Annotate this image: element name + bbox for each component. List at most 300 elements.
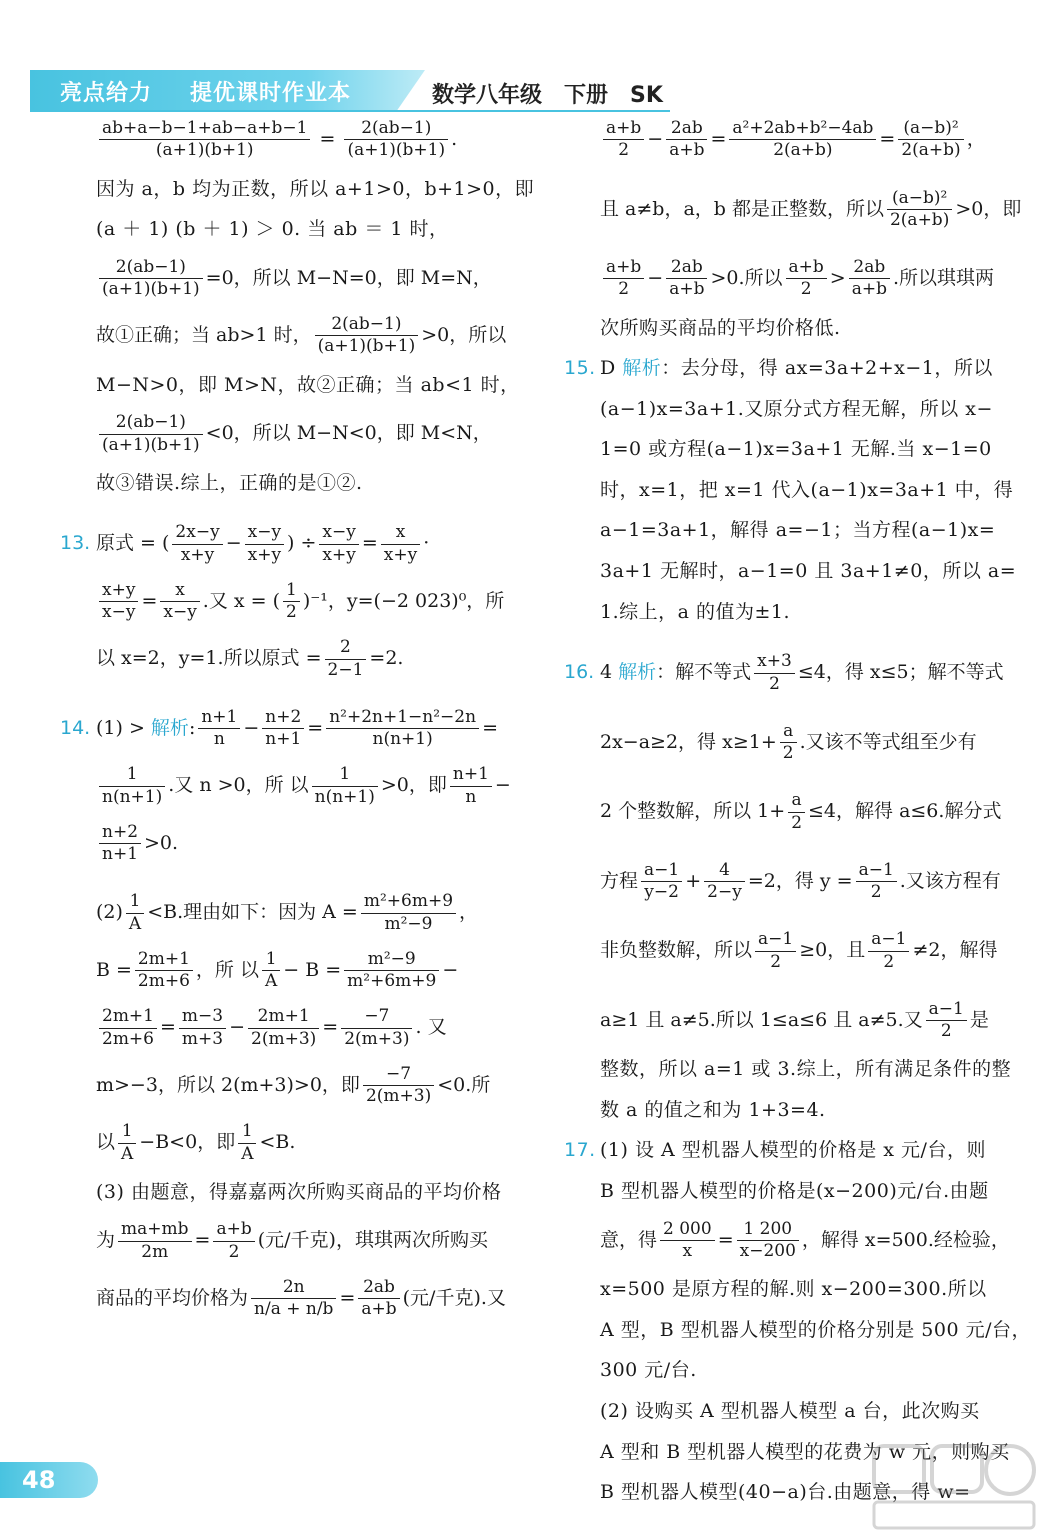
denominator: a+b [669, 140, 705, 161]
denominator: n [465, 786, 477, 807]
text-line [600, 257, 1030, 301]
text-fragment: .所以琪琪两 [892, 266, 995, 289]
fraction [319, 522, 358, 566]
question-number: 13. [60, 532, 91, 555]
text-line: 1=0 或方程(a−1)x=3a+1 无解.当 x−1=0 [600, 438, 992, 461]
numerator: a+b [603, 257, 644, 279]
numerator: 2m+1 [99, 1006, 157, 1028]
fraction [245, 522, 284, 566]
text-line: B 型机器人模型的价格是(x−200)元/台.由题 [600, 1180, 989, 1203]
denominator: n(n+1) [314, 786, 375, 807]
fraction [603, 257, 644, 301]
fraction [341, 1006, 412, 1050]
text-fragment: = [194, 1229, 211, 1252]
fraction [704, 860, 745, 904]
text-line: 因为 a，b 均为正数，所以 a+1>0，b+1>0，即 [96, 177, 535, 200]
denominator: A [121, 1143, 134, 1164]
fraction [788, 790, 805, 834]
numerator: ma+mb [118, 1219, 192, 1241]
numerator: x+3 [754, 651, 795, 673]
denominator: m²−9 [384, 913, 433, 934]
text-line: (a ＋ 1) (b ＋ 1) ＞ 0. 当 ab ＝ 1 时， [96, 218, 449, 241]
denominator: 2−y [707, 882, 742, 902]
fraction [172, 522, 222, 566]
denominator: 2 [769, 673, 780, 694]
fraction [641, 860, 682, 904]
denominator: (a+1)(b+1) [155, 140, 254, 161]
fraction [99, 764, 165, 808]
text-line: (2) 设购买 A 型机器人模型 a 台，此次购买 [600, 1399, 980, 1422]
fraction [666, 257, 707, 301]
fraction [603, 118, 644, 162]
denominator: n(n+1) [102, 786, 163, 807]
question-number: 14. [60, 716, 91, 739]
denominator: x+y [322, 544, 356, 565]
text-fragment: .又该方程有 [899, 869, 1001, 892]
numerator: 2ab [358, 1277, 399, 1299]
denominator: 2 [618, 279, 630, 300]
denominator: x−y [102, 602, 136, 623]
fraction [344, 118, 448, 162]
text-fragment: )⁻¹，y=(−2 023)⁰，所 [302, 589, 505, 612]
text-fragment: ， [459, 901, 479, 924]
fraction [135, 949, 193, 993]
text-line [96, 949, 536, 993]
subject-label: 数学八年级 下册 SK [432, 83, 663, 108]
text-fragment: = [879, 127, 896, 150]
text-fragment: ≤4，得 x≤5；解不等式 [797, 661, 1004, 683]
text-fragment: m>−3，所以 2(m+3)>0，即 [96, 1073, 360, 1096]
text-line [96, 1219, 536, 1263]
text-fragment: = [160, 1016, 176, 1039]
text-fragment: − [229, 1016, 246, 1039]
text-fragment: >0，即 [955, 197, 1022, 220]
text-line: B 型机器人模型(40−a)台.由题意，得 w= [600, 1481, 971, 1504]
numerator: 1 [262, 949, 280, 971]
brand-title: 亮点给力 [60, 81, 153, 106]
fraction [283, 580, 300, 624]
answer-value: 4 [600, 661, 613, 683]
fraction [868, 929, 909, 973]
text-line [600, 929, 1030, 973]
numerator: 1 [238, 1121, 256, 1143]
text-fragment: a≥1 且 a≠5.所以 1≤a≤6 且 a≠5.又 [600, 1008, 923, 1031]
denominator: m²+6m+9 [347, 971, 437, 992]
denominator: 2 [782, 743, 794, 763]
denominator: A [128, 913, 142, 934]
numerator: a+b [786, 257, 827, 279]
numerator: x−y [319, 522, 358, 544]
question-number: 17. [564, 1139, 596, 1162]
fraction [737, 1219, 799, 1263]
fraction [325, 637, 367, 681]
denominator: a+b [669, 279, 705, 300]
text-line: 1.综上，a 的值为±1. [600, 600, 791, 623]
text-line [600, 999, 1030, 1043]
text-fragment: ≥0，且 [799, 939, 866, 961]
numerator: m−3 [179, 1006, 226, 1028]
text-fragment: (元/千克)，琪琪两次所购买 [257, 1229, 488, 1252]
left-column [60, 118, 536, 1320]
fraction [198, 707, 240, 751]
denominator: a+b [851, 279, 887, 300]
numerator: a−1 [926, 999, 967, 1021]
question-13 [60, 522, 536, 566]
denominator: 2(m+3) [251, 1028, 317, 1049]
text-fragment: ≠2，解得 [912, 939, 998, 961]
text-fragment: .又 x = ( [202, 589, 281, 612]
fraction [118, 1121, 136, 1165]
numerator: a+b [603, 118, 644, 140]
question-17 [564, 1137, 1030, 1164]
denominator: n(n+1) [372, 729, 433, 750]
fraction [926, 999, 967, 1043]
question-14 [60, 706, 536, 751]
fraction [363, 1064, 434, 1108]
numerator: 2n [251, 1277, 336, 1299]
text-fragment: 意，得 [600, 1228, 658, 1251]
text-fragment: <B. [259, 1131, 296, 1154]
denominator: (a+1)(b+1) [347, 140, 446, 161]
denominator: x+y [383, 544, 418, 565]
denominator: 2 [286, 602, 297, 623]
numerator: 4 [704, 860, 745, 882]
fraction [99, 118, 310, 162]
numerator: x+y [99, 580, 138, 602]
text-fragment: =0，所以 M−N=0，即 M=N， [205, 266, 492, 289]
fraction [358, 1277, 399, 1321]
text-line [96, 822, 536, 866]
numerator: ab+a−b−1+ab−a+b−1 [99, 118, 310, 140]
question-15 [564, 355, 1030, 382]
fraction [262, 949, 280, 993]
text-line: x=500 是原方程的解.则 x−200=300.所以 [600, 1278, 987, 1301]
question-number: 15. [564, 357, 596, 380]
text-fragment: 为 [96, 1229, 116, 1252]
denominator: A [241, 1143, 254, 1164]
text-fragment: + [685, 869, 702, 892]
numerator: 2(ab−1) [99, 412, 203, 434]
denominator: 2 [940, 1021, 952, 1041]
text-fragment: 故①正确；当 ab>1 时， [96, 323, 312, 346]
denominator: 2 [770, 951, 782, 972]
numerator: n+1 [198, 707, 240, 729]
denominator: 2 [870, 882, 882, 902]
fraction [99, 257, 203, 301]
text-fragment: . [451, 127, 458, 150]
numerator: a−1 [856, 860, 897, 882]
text-fragment: (1) > [96, 716, 145, 739]
page-number: 48 [22, 1466, 56, 1494]
numerator: 2x−y [172, 522, 222, 544]
numerator: −7 [363, 1064, 434, 1086]
series-title: 提优课时作业本 [190, 81, 352, 106]
denominator: x+y [247, 544, 282, 565]
header-rule [30, 110, 670, 112]
text-line [96, 1277, 536, 1321]
denominator: 2 [618, 140, 630, 161]
text-fragment: (2) [96, 901, 123, 924]
fraction [312, 764, 378, 808]
text-line [96, 637, 536, 681]
numerator: 1 [312, 764, 378, 786]
text-fragment: − [225, 532, 242, 555]
denominator: y−2 [644, 882, 679, 902]
fraction [780, 721, 797, 765]
denominator: (a+1)(b+1) [102, 434, 200, 455]
text-line [96, 118, 536, 162]
denominator: n+1 [265, 729, 302, 750]
numerator: 2(ab−1) [315, 314, 419, 336]
fraction [786, 257, 827, 301]
denominator: A [264, 971, 278, 992]
numerator: 1 [283, 580, 300, 602]
numerator: a−1 [868, 929, 909, 951]
denominator: 2 [883, 951, 895, 972]
denominator: 2(a+b) [901, 140, 961, 161]
text-line: (3) 由题意，得嘉嘉两次所购买商品的平均价格 [96, 1180, 502, 1203]
text-fragment: =2. [369, 647, 404, 670]
text-line: 时，x=1，把 x=1 代入(a−1)x=3a+1 中，得 [600, 478, 1014, 501]
numerator: (a−b)² [887, 188, 952, 210]
fraction [99, 412, 203, 456]
fraction [160, 580, 199, 624]
text-fragment: ，解得 x=500.经检验， [801, 1228, 1010, 1251]
numerator: 1 [118, 1121, 136, 1143]
text-fragment: 商品的平均价格为 [96, 1286, 249, 1309]
denominator: n [213, 729, 225, 750]
numerator: n²+2n+1−n²−2n [326, 707, 479, 729]
fraction [238, 1121, 256, 1165]
fraction [326, 707, 479, 751]
text-line: 300 元/台. [600, 1359, 697, 1382]
fraction [754, 651, 795, 695]
text-fragment: = [717, 1228, 734, 1251]
answer-choice: D [600, 357, 616, 380]
analysis-tag: 解析 [622, 357, 662, 380]
text-fragment: 2 个整数解，所以 1+ [600, 800, 786, 822]
numerator: n+2 [262, 707, 304, 729]
analysis-tag: 解析 [618, 661, 657, 683]
fraction [179, 1006, 226, 1050]
text-fragment: · [423, 532, 430, 555]
numerator: 2m+1 [135, 949, 193, 971]
denominator: 2 [228, 1241, 240, 1262]
numerator: m²−9 [344, 949, 439, 971]
text-fragment: = [322, 1016, 339, 1039]
numerator: 2m+1 [248, 1006, 319, 1028]
question-number: 16. [564, 661, 595, 683]
text-fragment: − [243, 716, 260, 739]
text-line: 数 a 的值之和为 1+3=4. [600, 1098, 826, 1121]
text-fragment: = [319, 127, 336, 150]
numerator: 2ab [666, 118, 707, 140]
text-fragment: = [307, 716, 324, 739]
text-fragment: 2x−a≥2，得 x≥1+ [600, 730, 777, 753]
denominator: 2 [791, 812, 803, 833]
text-fragment: = [339, 1286, 356, 1309]
text-line: A 型和 B 型机器人模型的花费为 w 元，则购买 [600, 1440, 1010, 1463]
text-fragment: ≤4，解得 a≤6.解分式 [808, 800, 1002, 822]
question-16 [564, 651, 1030, 695]
denominator: n+1 [102, 844, 139, 865]
text-fragment: .又 n >0，所 以 [168, 774, 309, 797]
text-fragment: − [494, 774, 511, 797]
denominator: (a+1)(b+1) [317, 336, 416, 357]
fraction [99, 1006, 157, 1050]
text-fragment: >0.所以 [710, 266, 783, 289]
denominator: a+b [361, 1299, 397, 1320]
denominator: x+y [180, 544, 215, 565]
text-line [96, 1006, 536, 1050]
text-fragment: (元/千克).又 [402, 1286, 506, 1309]
numerator: 1 200 [737, 1219, 799, 1241]
denominator: x−200 [739, 1240, 796, 1261]
denominator: 2m+6 [102, 1028, 154, 1049]
text-fragment: >0，即 [380, 774, 447, 797]
fraction [755, 929, 796, 973]
text-line [96, 891, 536, 935]
numerator: a²+2ab+b²−4ab [729, 118, 876, 140]
text-line [96, 1121, 536, 1165]
fraction [898, 118, 963, 162]
text-fragment: : [188, 716, 196, 739]
text-line [600, 790, 1030, 834]
numerator: −7 [341, 1006, 412, 1028]
text-fragment: >0，所以 [421, 323, 507, 346]
text-fragment: = [710, 127, 727, 150]
watermark-logo-icon [870, 1440, 1040, 1532]
fraction [450, 764, 492, 808]
fraction [118, 1219, 192, 1263]
text-fragment: = [361, 532, 378, 555]
text-fragment: 且 a≠b，a，b 都是正整数，所以 [600, 197, 884, 220]
numerator: 2ab [849, 257, 890, 279]
fraction [344, 949, 439, 993]
text-fragment: ：去分母，得 ax=3a+2+x−1，所以 [661, 357, 993, 380]
numerator: a−1 [755, 929, 796, 951]
text-line: (a−1)x=3a+1.又原分式方程无解，所以 x− [600, 397, 993, 420]
denominator: 2−1 [327, 659, 364, 680]
fraction [315, 314, 419, 358]
text-fragment: 以 x=2，y=1.所以原式 = [96, 647, 322, 670]
text-line [96, 1064, 536, 1108]
right-column [564, 118, 1032, 1506]
numerator: n+2 [99, 822, 141, 844]
text-line [96, 257, 536, 301]
numerator: 2ab [666, 257, 707, 279]
text-line: a−1=3a+1，解得 a=−1；当方程(a−1)x= [600, 519, 996, 542]
text-fragment: B = [96, 958, 132, 981]
fraction [660, 1219, 715, 1263]
denominator: 2(m+3) [365, 1086, 432, 1107]
text-fragment: 非负整数解，所以 [600, 939, 753, 961]
analysis-tag: 解析 [150, 716, 189, 739]
text-line [600, 1219, 1030, 1263]
numerator: a−1 [641, 860, 682, 882]
text-fragment: 是 [969, 1008, 989, 1031]
text-fragment: 以 [96, 1131, 116, 1154]
denominator: x [682, 1240, 693, 1261]
numerator: (a−b)² [898, 118, 963, 140]
text-line [96, 580, 536, 624]
fraction [251, 1277, 336, 1321]
fraction [361, 891, 456, 935]
fraction [99, 822, 141, 866]
text-fragment: 原式 = ( [96, 532, 170, 555]
text-fragment: . 又 [415, 1016, 447, 1039]
fraction [887, 188, 952, 232]
numerator: x [381, 522, 420, 544]
text-fragment: − [647, 266, 664, 289]
denominator: 2(a+b) [889, 209, 950, 230]
fraction [126, 891, 144, 935]
numerator: 2 [325, 637, 367, 659]
text-line: 故③错误.综上，正确的是①②. [96, 471, 363, 494]
fraction [99, 580, 138, 624]
text-fragment: − [442, 958, 459, 981]
text-line [96, 314, 536, 358]
text-fragment: >0. [144, 831, 179, 854]
text-line: 整数，所以 a=1 或 3.综上，所有满足条件的整 [600, 1058, 1012, 1081]
denominator: 2(m+3) [344, 1028, 410, 1049]
text-fragment: ) ÷ [287, 532, 317, 555]
denominator: 2(a+b) [773, 140, 833, 161]
numerator: 1 [126, 891, 144, 913]
denominator: n/a + n/b [254, 1299, 334, 1320]
text-fragment: ，所 以 [195, 958, 259, 981]
text-line [96, 764, 536, 808]
fraction [856, 860, 897, 904]
denominator: 2m+6 [137, 971, 190, 992]
page-header [0, 0, 1046, 112]
text-fragment: <0，所以 M−N<0，即 M<N， [205, 422, 492, 445]
numerator: n+1 [450, 764, 492, 786]
denominator: (a+1)(b+1) [102, 278, 200, 299]
text-fragment: ， [966, 127, 986, 150]
text-fragment: 方程 [600, 869, 639, 892]
fraction [213, 1219, 254, 1263]
numerator: m²+6m+9 [361, 891, 456, 913]
fraction [666, 118, 707, 162]
text-fragment: = [141, 589, 158, 612]
text-line [600, 721, 1030, 765]
text-fragment: > [829, 266, 846, 289]
text-fragment: .又该不等式组至少有 [799, 730, 977, 753]
numerator: a [780, 721, 797, 743]
text-fragment: −B<0，即 [139, 1131, 236, 1154]
numerator: a+b [213, 1219, 254, 1241]
text-fragment: ：解不等式 [656, 661, 752, 683]
denominator: 2m [141, 1241, 169, 1262]
fraction [381, 522, 420, 566]
text-line [600, 118, 1030, 162]
text-fragment: <0.所 [437, 1073, 491, 1096]
numerator: x [160, 580, 199, 602]
text-line [96, 412, 536, 456]
denominator: m+3 [181, 1028, 224, 1049]
text-fragment: − [647, 127, 664, 150]
numerator: 2(ab−1) [99, 257, 203, 279]
text-fragment: (1) 设 A 型机器人模型的价格是 x 元/台，则 [600, 1139, 986, 1162]
numerator: x−y [245, 522, 284, 544]
text-line: 3a+1 无解时，a−1=0 且 3a+1≠0，所以 a= [600, 560, 1017, 583]
fraction [248, 1006, 319, 1050]
numerator: a [788, 790, 805, 812]
text-fragment: − B = [283, 958, 342, 981]
numerator: 2 000 [660, 1219, 715, 1241]
numerator: 1 [99, 764, 165, 786]
